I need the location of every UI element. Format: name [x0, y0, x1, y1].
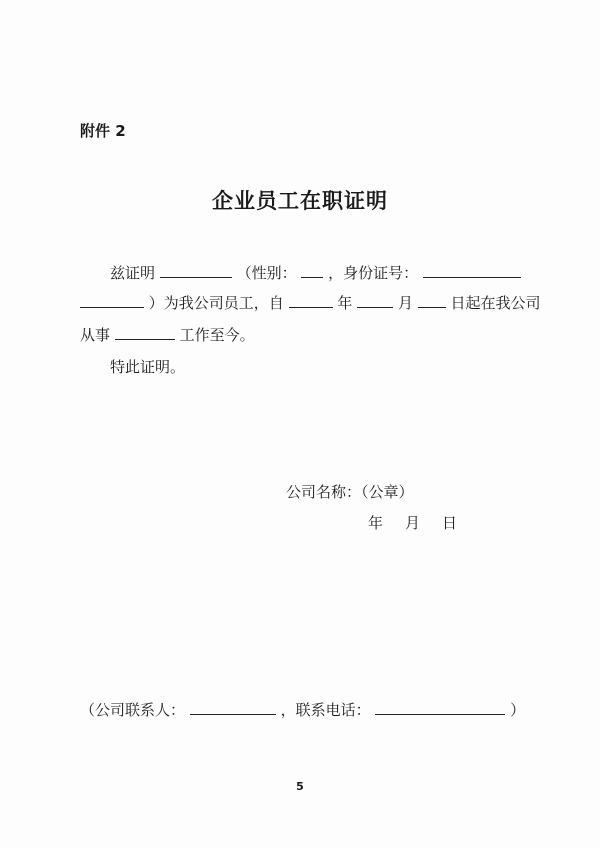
employee-since-label: ）为我公司员工，自 [148, 294, 284, 312]
signature-date [368, 512, 479, 533]
line1-prefix: 兹证明 [110, 264, 156, 282]
job-prefix: 从事 [80, 326, 111, 344]
month-blank [357, 293, 393, 308]
sig-day: 日 [442, 514, 458, 532]
body-line-4: 特此证明。 [110, 358, 186, 376]
job-suffix: 工作至今。 [179, 326, 255, 344]
body-line-1 [110, 262, 521, 283]
sig-month: 月 [405, 514, 421, 532]
body-line-2 [80, 292, 541, 313]
gender-blank [301, 263, 323, 278]
contact-person-blank [190, 700, 276, 715]
id-number-blank [423, 263, 521, 278]
day-blank [418, 293, 446, 308]
contact-phone-label: ，联系电话： [280, 701, 371, 719]
contact-person-label: （公司联系人： [80, 701, 186, 719]
body-line-3 [80, 324, 255, 345]
contact-line [80, 699, 525, 720]
contact-phone-blank [375, 700, 505, 715]
id-number-blank-cont [80, 293, 144, 308]
sig-year: 年 [368, 514, 384, 532]
document-title: 企业员工在职证明 [212, 189, 388, 213]
year-label: 年 [337, 294, 353, 312]
page-number: 5 [296, 780, 304, 793]
gender-label: （性别： [236, 264, 297, 282]
year-blank [289, 293, 333, 308]
name-blank [160, 263, 232, 278]
job-blank [115, 325, 175, 340]
month-label: 月 [397, 294, 413, 312]
attachment-label: 附件 2 [80, 122, 126, 140]
day-label: 日起在我公司 [450, 294, 541, 312]
id-number-label: ，身份证号： [328, 264, 419, 282]
contact-close: ） [510, 701, 526, 719]
company-name-label: 公司名称：（公章） [286, 483, 414, 501]
